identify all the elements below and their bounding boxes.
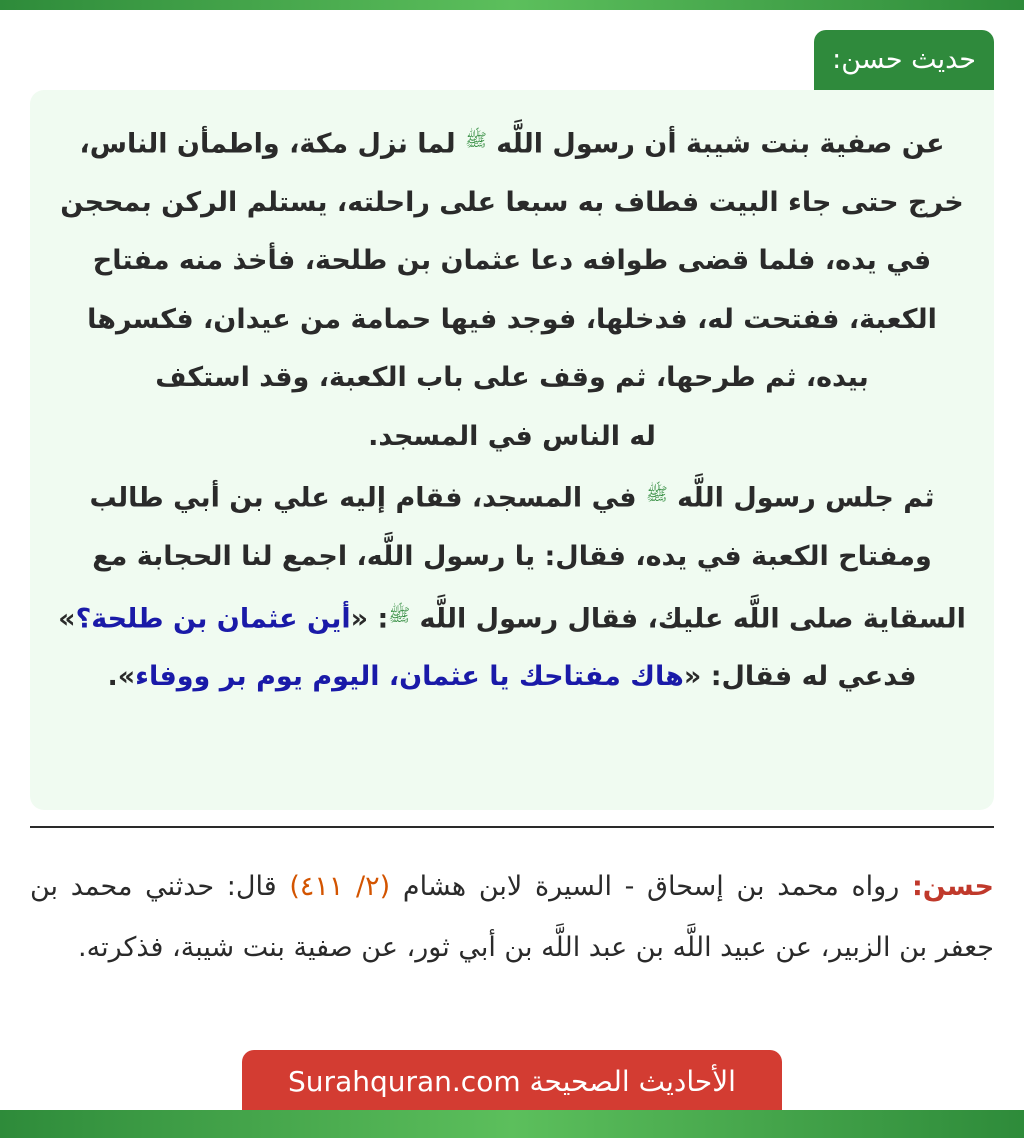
- quote-open-mark: «: [350, 602, 369, 634]
- hadith-grade-tab: حديث حسن:: [814, 30, 994, 90]
- salawat-symbol: ﷺ: [465, 130, 487, 151]
- top-accent-bar: [0, 0, 1024, 10]
- source-text-after-ref: قال: حدثني محمد بن جعفر بن الزبير، عن عبيد اللَّه بن عبد اللَّه بن أبي ثور، عن صفية بنت شيبة، فذكرته.: [30, 871, 994, 963]
- prophet-quote-1: أين عثمان بن طلحة؟: [75, 602, 351, 634]
- hadith-text-part1: عن صفية بنت شيبة أن رسول اللَّه: [496, 128, 945, 160]
- source-reference: (٢/ ٤١١): [289, 871, 391, 902]
- quote-close-mark: ».: [107, 661, 136, 693]
- bottom-accent-bar: [0, 1110, 1024, 1138]
- source-grade-word: حسن:: [911, 871, 994, 902]
- prophet-quote-2: هاك مفتاحك يا عثمان، اليوم يوم بر ووفاء: [135, 661, 684, 693]
- hadith-text-part2: لما نزل مكة، واطمأن الناس، خرج حتى جاء البيت فطاف به سبعا على راحلته، يستلم الركن بمحجن في يده، فلما قضى طوافه دعا عثمان بن طلحة، فأخذ منه مفتاح الكعبة، ففتحت له، فدخلها، فوجد فيها حمامة من عيدان، فكسرها بيده، ثم طرحها، ثم وقف على باب الكعبة، وقد استكف: [60, 128, 964, 394]
- hadith-text-part3: له الناس في المسجد.: [368, 420, 656, 452]
- hadith-colon: :: [377, 602, 389, 634]
- source-text-before-ref: رواه محمد بن إسحاق - السيرة لابن هشام: [402, 871, 900, 902]
- section-divider: [30, 826, 994, 828]
- hadith-text-mid: » فدعي له فقال: «: [58, 602, 917, 693]
- hadith-text-part4: ثم جلس رسول اللَّه: [677, 482, 935, 514]
- hadith-source: [30, 856, 994, 978]
- salawat-symbol: ﷺ: [645, 484, 668, 506]
- site-badge[interactable]: الأحاديث الصحيحة Surahquran.com: [242, 1050, 782, 1112]
- salawat-symbol: ﷺ: [388, 604, 411, 626]
- hadith-text-part5: في المسجد، فقام إليه علي بن أبي طالب ومفتاح الكعبة في يده، فقال: يا رسول اللَّه، اجمع لنا الحجابة مع السقاية صلى اللَّه عليك، فقال رسول اللَّه: [89, 482, 966, 634]
- hadith-text-box: [30, 90, 994, 810]
